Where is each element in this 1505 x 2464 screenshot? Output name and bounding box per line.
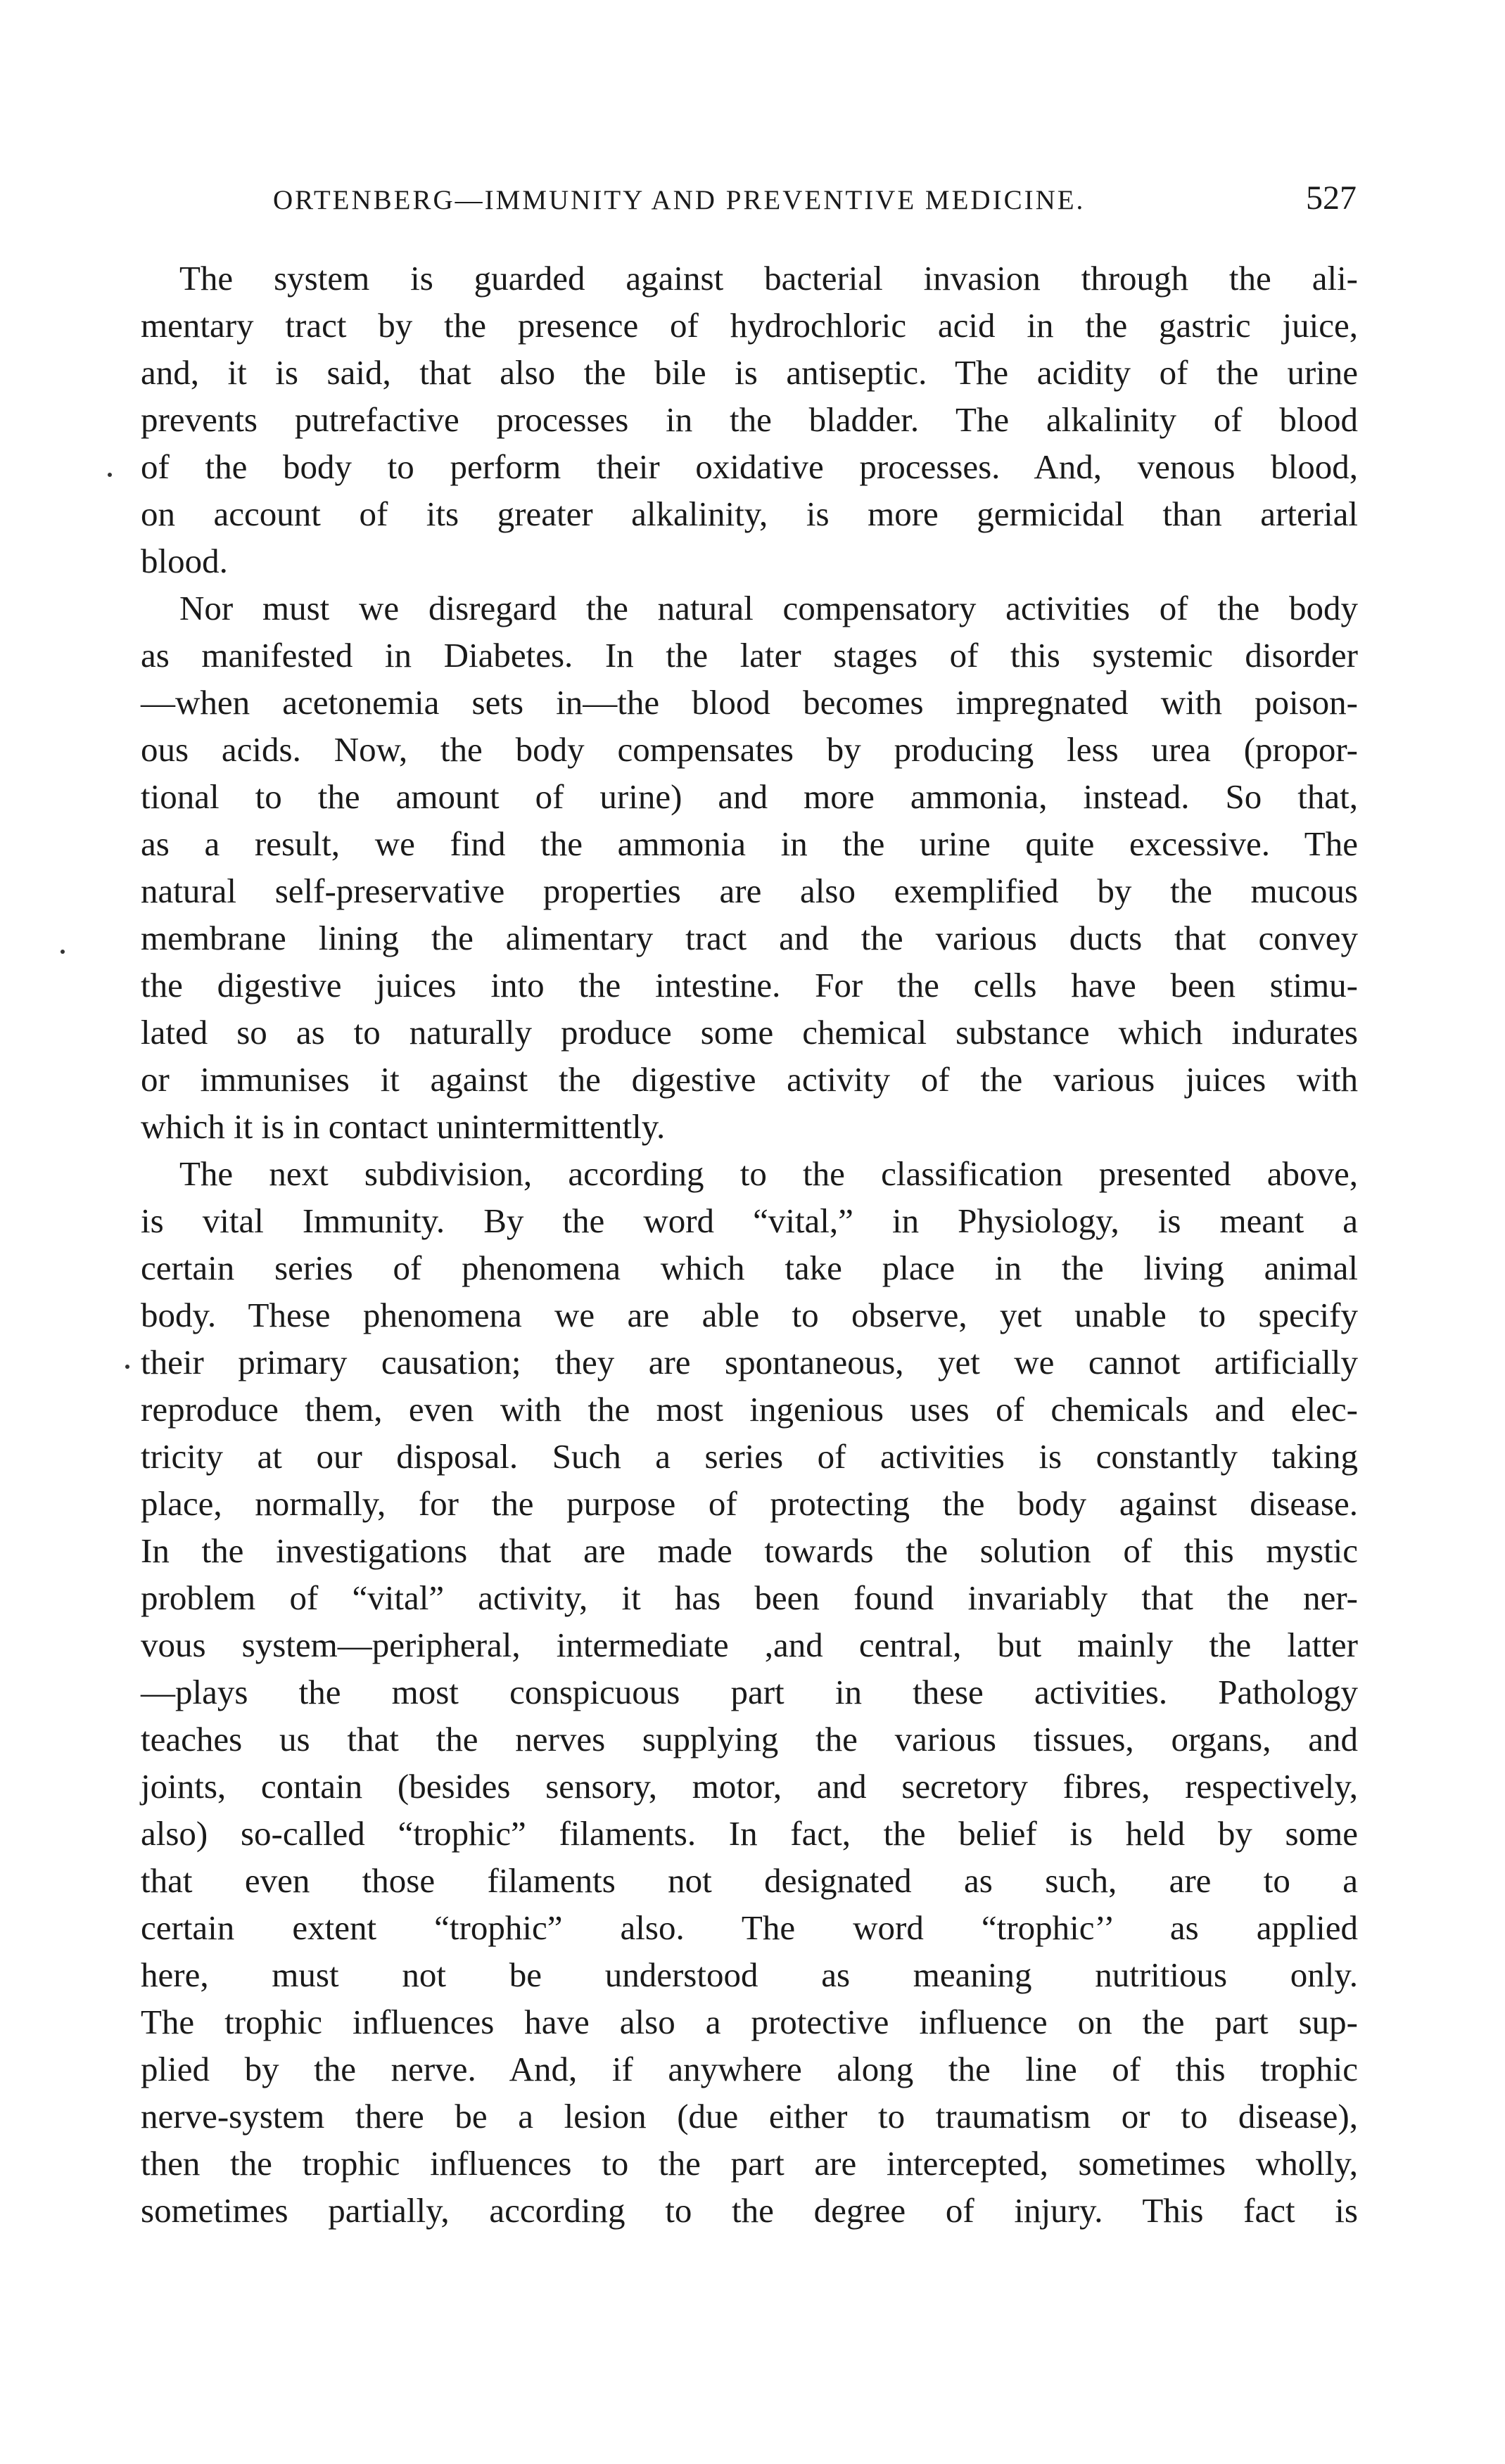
text-line: The trophic influences have also a protective influence on the part sup-	[141, 2003, 1358, 2041]
text-line: as manifested in Diabetes. In the later stages of this systemic disorder	[141, 636, 1358, 675]
text-line: reproduce them, even with the most ingenious uses of chemicals and elec-	[141, 1390, 1358, 1429]
text-line: joints, contain (besides sensory, motor, and secretory fibres, respectively,	[141, 1767, 1358, 1806]
text-line: teaches us that the nerves supplying the various tissues, organs, and	[141, 1720, 1358, 1758]
text-line: lated so as to naturally produce some chemical substance which indurates	[141, 1013, 1358, 1052]
text-line: is vital Immunity. By the word “vital,” in Physiology, is meant a	[141, 1201, 1358, 1240]
text-line: sometimes partially, according to the degree of injury. This fact is	[141, 2191, 1358, 2230]
text-line: prevents putrefactive processes in the bladder. The alkalinity of blood	[141, 400, 1358, 439]
text-line: The system is guarded against bacterial invasion through the ali-	[179, 259, 1358, 298]
text-line: here, must not be understood as meaning nutritious only.	[141, 1955, 1358, 1994]
text-line: mentary tract by the presence of hydrochloric acid in the gastric juice,	[141, 306, 1358, 345]
text-line: blood.	[141, 542, 228, 580]
margin-speck	[108, 473, 112, 477]
text-line: natural self-preservative properties are also exemplified by the mucous	[141, 872, 1358, 910]
text-line: also) so-called “trophic” filaments. In fact, the belief is held by some	[141, 1814, 1358, 1853]
text-line: plied by the nerve. And, if anywhere along the line of this trophic	[141, 2050, 1358, 2088]
text-line: of the body to perform their oxidative processes. And, venous blood,	[141, 447, 1358, 486]
text-line: certain series of phenomena which take place in the living animal	[141, 1249, 1358, 1287]
margin-speck	[61, 950, 65, 954]
text-line: nerve-system there be a lesion (due either to traumatism or to disease),	[141, 2097, 1358, 2136]
text-line: tricity at our disposal. Such a series of activities is constantly taking	[141, 1437, 1358, 1476]
text-line: or immunises it against the digestive activity of the various juices with	[141, 1060, 1358, 1099]
text-line: body. These phenomena we are able to observe, yet unable to specify	[141, 1296, 1358, 1334]
text-line: their primary causation; they are spontaneous, yet we cannot artificially	[141, 1343, 1358, 1381]
text-line: as a result, we find the ammonia in the urine quite excessive. The	[141, 824, 1358, 863]
running-head: ORTENBERG—IMMUNITY AND PREVENTIVE MEDICINE.	[273, 185, 1086, 215]
text-line: membrane lining the alimentary tract and the various ducts that convey	[141, 919, 1358, 957]
text-line: place, normally, for the purpose of protecting the body against disease.	[141, 1484, 1358, 1523]
text-line: problem of “vital” activity, it has been found invariably that the ner-	[141, 1578, 1358, 1617]
page-number: 527	[1306, 179, 1357, 217]
page-header	[273, 181, 1357, 224]
text-line: then the trophic influences to the part are intercepted, sometimes wholly,	[141, 2144, 1358, 2183]
text-line: vous system—peripheral, intermediate ,and central, but mainly the latter	[141, 1626, 1358, 1664]
text-line: that even those filaments not designated as such, are to a	[141, 1861, 1358, 1900]
body-text	[141, 255, 1358, 2234]
text-line: —plays the most conspicuous part in these activities. Pathology	[141, 1673, 1358, 1711]
text-line: certain extent “trophic” also. The word “trophic’’ as applied	[141, 1908, 1358, 1947]
text-line: and, it is said, that also the bile is antiseptic. The acidity of the urine	[141, 353, 1358, 392]
text-line: The next subdivision, according to the classification presented above,	[179, 1154, 1358, 1193]
text-line: tional to the amount of urine) and more ammonia, instead. So that,	[141, 777, 1358, 816]
text-line: on account of its greater alkalinity, is more germicidal than arterial	[141, 494, 1358, 533]
text-line: the digestive juices into the intestine. For the cells have been stimu-	[141, 966, 1358, 1004]
text-line: which it is in contact unintermittently.	[141, 1107, 666, 1146]
text-line: ous acids. Now, the body compensates by producing less urea (propor-	[141, 730, 1358, 769]
text-line: In the investigations that are made towards the solution of this mystic	[141, 1531, 1358, 1570]
text-line: Nor must we disregard the natural compensatory activities of the body	[179, 589, 1358, 627]
text-line: —when acetonemia sets in—the blood becomes impregnated with poison-	[141, 683, 1358, 722]
margin-speck	[125, 1365, 129, 1369]
